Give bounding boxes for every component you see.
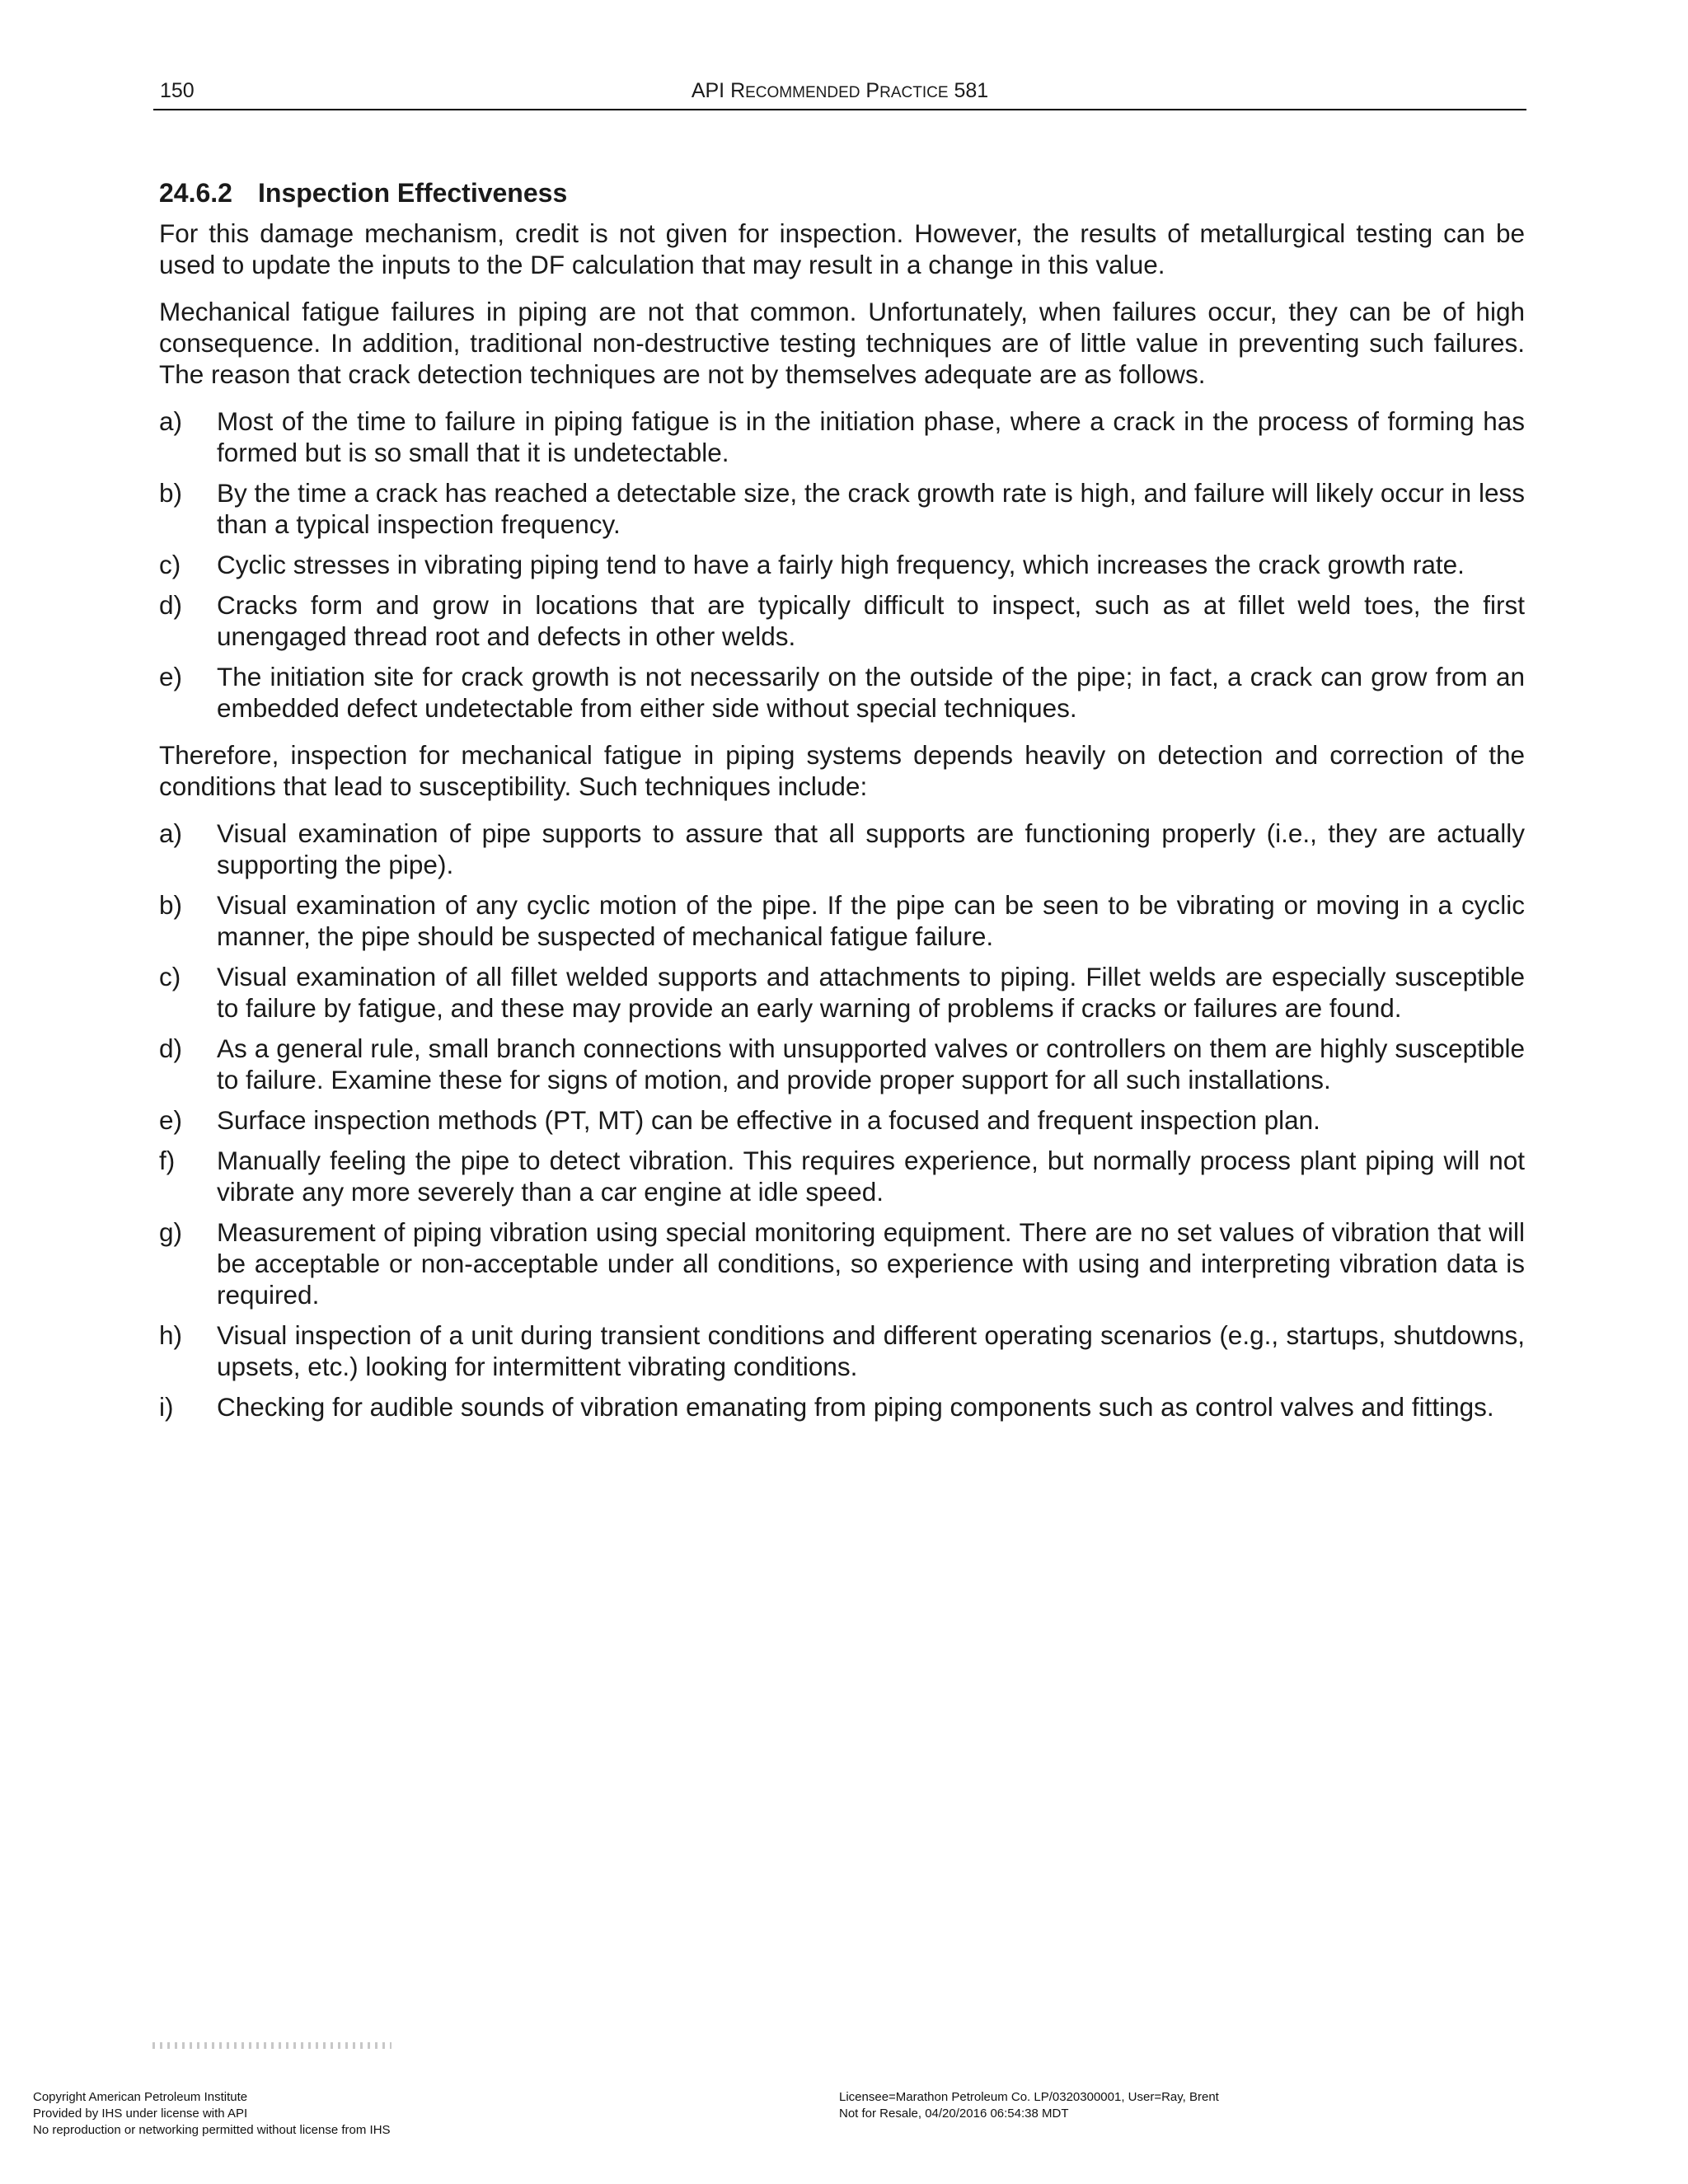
list-marker: f) <box>159 1146 176 1175</box>
section-heading <box>159 176 1525 209</box>
paragraph-techniques-intro: Therefore, inspection for mechanical fatigue in piping systems depends heavily on detection and correction of the conditions that lead to susceptibility. Such techniques include: <box>159 740 1525 801</box>
list-marker: h) <box>159 1320 183 1350</box>
list-item-text: By the time a crack has reached a detectable size, the crack growth rate is high, and failure will likely occur in less than a typical inspection frequency. <box>217 478 1525 539</box>
list-item-text: Checking for audible sounds of vibration emanating from piping components such as control valves and fittings. <box>217 1392 1494 1422</box>
list-item <box>159 961 1525 1024</box>
list-item-text: Visual examination of any cyclic motion of the pipe. If the pipe can be seen to be vibrating or moving in a cyclic manner, the pipe should be suspected of mechanical fatigue failure. <box>217 890 1525 951</box>
document-body <box>159 176 1525 1438</box>
footer-line: Licensee=Marathon Petroleum Co. LP/0320300001, User=Ray, Brent <box>839 2090 1219 2104</box>
list-item-text: Visual inspection of a unit during transient conditions and different operating scenarios (e.g., startups, shutdowns, upsets, etc.) looking for intermittent vibrating conditions. <box>217 1320 1525 1381</box>
list-item <box>159 1104 1525 1136</box>
section-number: 24.6.2 <box>159 178 232 208</box>
list-item <box>159 589 1525 652</box>
list-item <box>159 1145 1525 1207</box>
list-item-text: Surface inspection methods (PT, MT) can be effective in a focused and frequent inspection plan. <box>217 1105 1320 1135</box>
list-item-text: The initiation site for crack growth is not necessarily on the outside of the pipe; in fact, a crack can grow from an embedded defect undetectable from either side without special techniques. <box>217 662 1525 723</box>
list-marker: e) <box>159 1105 183 1135</box>
list-item <box>159 1216 1525 1310</box>
list-marker: i) <box>159 1392 174 1422</box>
section-title: Inspection Effectiveness <box>258 178 568 208</box>
list-item <box>159 818 1525 880</box>
footer-line: No reproduction or networking permitted without license from IHS <box>33 2123 391 2137</box>
list-item-text: Measurement of piping vibration using special monitoring equipment. There are no set values of vibration that will be acceptable or non-acceptable under all conditions, so experience with using and interpreting vibration data is required. <box>217 1217 1525 1310</box>
list-marker: c) <box>159 550 181 579</box>
list-marker: a) <box>159 406 183 436</box>
list-item <box>159 1319 1525 1382</box>
footer-license <box>839 2089 1219 2122</box>
page-number: 150 <box>160 79 195 102</box>
list-marker: a) <box>159 818 183 848</box>
list-inspection-techniques <box>159 818 1525 1422</box>
list-item-text: Cyclic stresses in vibrating piping tend to have a fairly high frequency, which increases the crack growth rate. <box>217 550 1465 579</box>
list-item <box>159 405 1525 468</box>
list-item-text: Cracks form and grow in locations that are typically difficult to inspect, such as at fillet weld toes, the first unengaged thread root and defects in other welds. <box>217 590 1525 651</box>
list-item-text: Manually feeling the pipe to detect vibration. This requires experience, but normally process plant piping will not vibrate any more severely than a car engine at idle speed. <box>217 1146 1525 1207</box>
list-marker: c) <box>159 962 181 991</box>
running-title: API RECOMMENDED PRACTICE 581 <box>691 79 989 102</box>
list-marker: d) <box>159 1033 183 1063</box>
list-item-text: Visual examination of all fillet welded supports and attachments to piping. Fillet welds are especially susceptible to failure by fatigue, and these may provide an early warning of problems if cracks or failures are found. <box>217 962 1525 1023</box>
list-marker: d) <box>159 590 183 620</box>
list-item-text: As a general rule, small branch connections with unsupported valves or controllers on them are highly susceptible to failure. Examine these for signs of motion, and provide proper support for all such installations. <box>217 1033 1525 1094</box>
paragraph-fatigue-failures: Mechanical fatigue failures in piping are not that common. Unfortunately, when failures occur, they can be of high consequence. In addition, traditional non-destructive testing techniques are of little value in preventing such failures. The reason that crack detection techniques are not by themselves adequate are as follows. <box>159 297 1525 389</box>
page-header <box>153 79 1526 110</box>
list-marker: b) <box>159 478 183 508</box>
list-item-text: Visual examination of pipe supports to assure that all supports are functioning properly (i.e., they are actually supporting the pipe). <box>217 818 1525 879</box>
list-item <box>159 549 1525 580</box>
list-marker: e) <box>159 662 183 691</box>
footer-line: Not for Resale, 04/20/2016 06:54:38 MDT <box>839 2107 1069 2121</box>
list-item <box>159 889 1525 952</box>
scan-artifact <box>152 2042 392 2049</box>
list-item-text: Most of the time to failure in piping fatigue is in the initiation phase, where a crack in the process of forming has formed but is so small that it is undetectable. <box>217 406 1525 467</box>
footer-line: Copyright American Petroleum Institute <box>33 2090 248 2104</box>
list-item <box>159 661 1525 724</box>
footer-copyright <box>33 2089 391 2139</box>
list-item <box>159 1391 1525 1422</box>
list-item <box>159 477 1525 540</box>
paragraph-inspection-credit: For this damage mechanism, credit is not given for inspection. However, the results of metallurgical testing can be used to update the inputs to the DF calculation that may result in a change in this value. <box>159 218 1525 279</box>
list-item <box>159 1033 1525 1095</box>
footer-line: Provided by IHS under license with API <box>33 2107 248 2121</box>
list-marker: g) <box>159 1217 183 1247</box>
list-marker: b) <box>159 890 183 920</box>
list-detection-limitations <box>159 405 1525 724</box>
